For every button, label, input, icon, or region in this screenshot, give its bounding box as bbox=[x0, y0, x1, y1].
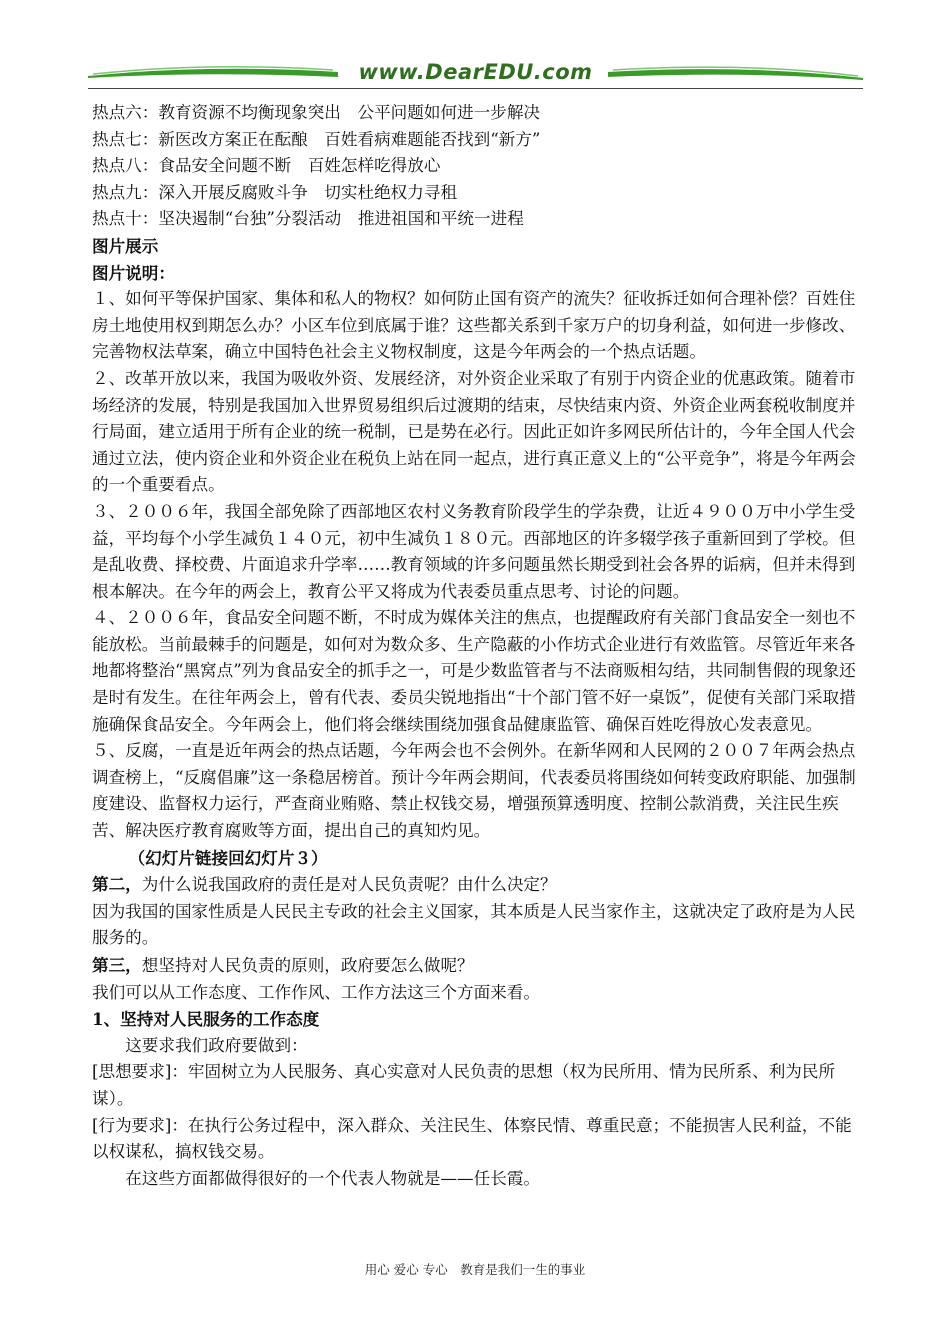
site-header bbox=[88, 58, 863, 94]
third-label: 第三， bbox=[92, 955, 142, 975]
second-question-text: 为什么说我国政府的责任是对人民负责呢？由什么决定？ bbox=[141, 875, 557, 895]
hotspot-item: 热点八：食品安全问题不断 百姓怎样吃得放心 bbox=[92, 156, 441, 176]
description-paragraph: ４、２００６年，食品安全问题不断，不时成为媒体关注的焦点，也提醒政府有关部门食品安全一刻也不能放松。当前最棘手的问题是，如何对为数众多、生产隐蔽的小作坊式企业进行有效监管。尽管近年来各地都将整治“黑窝点”列为食品安全的抓手之一，可是少数监管者与不法商贩相勾结，共同制售假的现象还是时有发生。在往年两会上，曾有代表、委员尖锐地指出“十个部门管不好一桌饭”，促使有关部门采取措施确保食品安全。今年两会上，他们将会继续围绕加强食品健康监管、确保百姓吃得放心发表意见。 bbox=[92, 608, 856, 734]
second-question bbox=[92, 871, 862, 899]
example-sentence: 在这些方面都做得很好的一个代表人物就是——任长霞。 bbox=[125, 1168, 541, 1188]
description-paragraph: １、如何平等保护国家、集体和私人的物权？如何防止国有资产的流失？征收拆迁如何合理补偿？百姓住房土地使用权到期怎么办？小区车位到底属于谁？这些都关系到千家万户的切身利益，如何进一步修改、完善物权法草案，确立中国特色社会主义物权制度，这是今年两会的一个热点话题。 bbox=[92, 289, 856, 362]
third-answer: 我们可以从工作态度、工作作风、工作方法这三个方面来看。 bbox=[92, 982, 541, 1002]
description-paragraph: ２、改革开放以来，我国为吸收外资、发展经济，对外资企业采取了有别于内资企业的优惠政策。随着市场经济的发展，特别是我国加入世界贸易组织后过渡期的结束，尽快结束内资、外资企业两套税收制度并行局面，建立适用于所有企业的统一税制，已是势在必行。因此正如许多网民所估计的，今年全国人代会通过立法，使内资企业和外资企业在税负上站在同一起点，进行真正意义上的“公平竞争”，将是今年两会的一个重要看点。 bbox=[92, 368, 856, 495]
third-question-text: 想坚持对人民负责的原则，政府要怎么做呢？ bbox=[141, 956, 474, 975]
hotspot-item: 热点六：教育资源不均衡现象突出 公平问题如何进一步解决 bbox=[92, 103, 541, 122]
section-heading: 1、坚持对人民服务的工作态度 bbox=[92, 1009, 320, 1030]
second-label: 第二， bbox=[92, 874, 142, 895]
hotspot-item: 热点九：深入开展反腐败斗争 切实杜绝权力寻租 bbox=[92, 182, 458, 202]
description-paragraph: ５、反腐，一直是近年两会的热点话题，今年两会也不会例外。在新华网和人民网的２００７年两会热点调查榜上，“反腐倡廉”这一条稳居榜首。预计今年两会期间，代表委员将围绕如何转变政府职能、加强制度建设、监督权力运行，严查商业贿赂、禁止权钱交易，增强预算透明度、控制公款消费，关注民生疾苦、解决医疗教育腐败等方面，提出自己的真知灼见。 bbox=[92, 741, 856, 841]
hotspot-item: 热点十：坚决遏制“台独”分裂活动 推进祖国和平统一进程 bbox=[92, 209, 524, 229]
description-paragraph: ３、２００６年，我国全部免除了西部地区农村义务教育阶段学生的学杂费，让近４９００万中小学生受益，平均每个小学生减负１４０元，初中生减负１８０元。西部地区的许多辍学孩子重新回到了学校。但是乱收费、择校费、片面追求升学率……教育领域的许多问题虽然长期受到社会各界的诟病，但并未得到根本解决。在今年的两会上，教育公平又将成为代表委员重点思考、讨论的问题。 bbox=[92, 501, 856, 601]
picture-description-heading: 图片说明： bbox=[92, 262, 175, 283]
picture-heading: 图片展示 bbox=[92, 235, 159, 256]
site-logo-text[interactable]: www.DearEDU.com bbox=[358, 60, 593, 84]
second-answer: 因为我国的国家性质是人民民主专政的社会主义国家，其本质是人民当家作主，这就决定了政府是为人民服务的。 bbox=[92, 901, 856, 948]
section-intro: 这要求我们政府要做到： bbox=[125, 1035, 308, 1055]
slide-link[interactable]: （幻灯片链接回幻灯片３） bbox=[128, 847, 328, 868]
document-body bbox=[92, 100, 862, 1192]
action-requirement: [行为要求]：在执行公务过程中，深入群众、关注民生、体察民情、尊重民意；不能损害人民利益，不能以权谋私，搞权钱交易。 bbox=[92, 1115, 852, 1162]
header-divider bbox=[88, 88, 863, 89]
third-question bbox=[92, 952, 862, 980]
page-footer: 用心 爱心 专心 教育是我们一生的事业 bbox=[364, 1262, 586, 1277]
thought-requirement: [思想要求]：牢固树立为人民服务、真心实意对人民负责的思想（权为民所用、情为民所系、利为民所谋）。 bbox=[92, 1062, 836, 1108]
hotspot-item: 热点七：新医改方案正在酝酿 百姓看病难题能否找到“新方” bbox=[92, 129, 541, 149]
